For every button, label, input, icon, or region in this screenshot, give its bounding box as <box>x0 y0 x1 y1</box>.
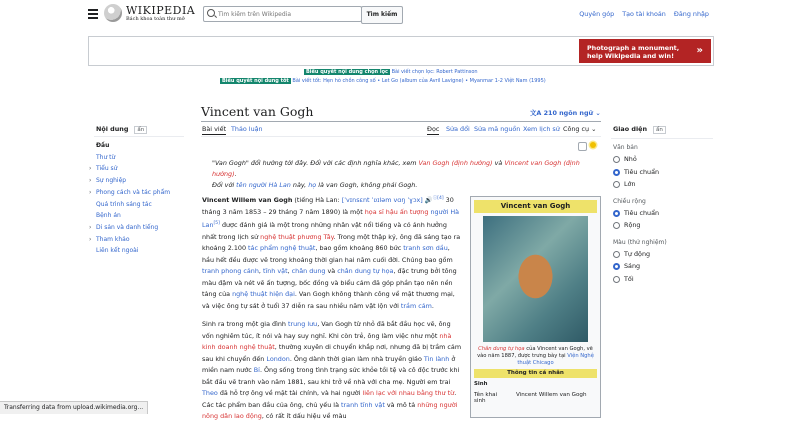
radio-selected-icon[interactable] <box>613 263 620 270</box>
radio-icon[interactable] <box>613 251 620 258</box>
toc-item-label: Thư từ <box>96 153 116 161</box>
infobox-section-header: Thông tin cá nhân <box>474 369 597 378</box>
user-menu <box>573 10 709 18</box>
hatnote-text: và <box>492 159 505 167</box>
link[interactable]: tranh tĩnh vật <box>341 400 385 409</box>
link[interactable]: tranh phong cảnh <box>202 267 259 276</box>
color-label: Màu (thử nghiệm) <box>613 238 667 246</box>
caption-link[interactable]: Viện Nghệ thuật Chicago <box>517 353 594 366</box>
radio-icon[interactable] <box>613 222 620 229</box>
search-box[interactable] <box>203 6 362 22</box>
toc-item-label: Đầu <box>96 142 110 149</box>
toc-item-label: Sự nghiệp <box>96 177 127 185</box>
chevron-right-icon[interactable]: › <box>89 177 92 185</box>
option-label: Tối <box>624 274 634 283</box>
hatnote-link[interactable]: Vincent van Gogh (định hướng) <box>212 159 580 178</box>
text: . Van Gogh không thành công về mặt thương mại, và việc ông tự sát ở tuổi 37 diễn ra sau nhiều năm vật lộn với <box>202 290 455 310</box>
option-label: Rộng <box>624 221 641 229</box>
chevron-right-icon[interactable]: › <box>89 235 92 243</box>
option-label: Tiêu chuẩn <box>624 208 660 217</box>
option-label: Tiêu chuẩn <box>624 167 660 176</box>
hatnote-link[interactable]: họ <box>308 181 317 189</box>
toc-hide-button[interactable]: ẩn <box>134 126 147 134</box>
link[interactable]: Theo <box>202 389 218 398</box>
tab-edit-source[interactable]: Sửa mã nguồn <box>474 125 521 133</box>
text-size-standard[interactable] <box>613 168 713 181</box>
toc-item[interactable] <box>96 152 170 164</box>
second-paragraph <box>202 319 463 423</box>
logo-tagline: Bách khoa toàn thư mở <box>126 16 185 22</box>
appearance-title: Giao diện <box>613 125 648 133</box>
text: (tiếng Hà Lan: <box>292 196 342 205</box>
search-input[interactable] <box>218 7 358 21</box>
radio-icon[interactable] <box>613 276 620 283</box>
text: . Trong một thập kỷ, ông đã sáng tạo ra khoảng 2.100 <box>202 232 461 253</box>
hatnote-text: "Van Gogh" đổi hướng tới đây. Đối với các định nghĩa khác, xem <box>212 159 419 167</box>
text: , Van Gogh từ nhỏ đã bắt đầu học vẽ, ông vốn nghiêm túc, ít nói và hay suy nghĩ. Khi còn trẻ, ông làm việc như một <box>202 320 451 340</box>
toggle-icon[interactable] <box>578 142 587 151</box>
hatnote-text: là van Gogh, không phải Gogh. <box>316 181 418 189</box>
toc-item-label: Tiểu sử <box>96 165 118 173</box>
text: Sinh ra trong một gia đình <box>202 320 288 329</box>
toc-title: Nội dung <box>96 125 129 133</box>
login-link[interactable]: Đăng nhập <box>673 10 709 18</box>
self-portrait-image[interactable] <box>483 216 588 342</box>
toc-item[interactable] <box>89 234 170 246</box>
appearance-heading <box>613 125 713 134</box>
lead-paragraph <box>202 193 463 312</box>
double-chevron-right-icon: » <box>696 45 703 56</box>
image-caption <box>474 346 597 367</box>
audio-icon[interactable]: 🔊 <box>422 196 433 205</box>
page-title: Vincent van Gogh <box>201 104 314 119</box>
table-of-contents <box>89 140 171 257</box>
option-label: Sáng <box>624 262 641 270</box>
search-button[interactable]: Tìm kiếm <box>361 6 403 24</box>
text: , hầu hết đều được vẽ trong khoảng thời gian hai năm cuối đời. Chúng bao gồm <box>202 244 453 264</box>
citation[interactable]: [5] <box>213 221 220 227</box>
tab-history[interactable]: Xem lịch sử <box>523 125 560 133</box>
tab-talk[interactable]: Thảo luận <box>231 125 263 133</box>
toc-item[interactable] <box>89 187 171 199</box>
option-label: Lớn <box>624 180 636 188</box>
link[interactable]: London <box>266 354 290 363</box>
link[interactable]: trung lưu <box>288 320 318 329</box>
appearance-panel <box>613 125 713 287</box>
text: và mô tả <box>384 400 418 409</box>
good-articles-links[interactable]: Hẹn hò chồn công số • Let Go (album của Avril Lavigne) • Myanmar 1-2 Việt Nam (1995) <box>323 77 546 84</box>
tab-read[interactable]: Đọc <box>427 125 440 133</box>
infobox-key: Tên khai sinh <box>474 392 498 404</box>
option-label: Nhỏ <box>624 155 637 163</box>
toc-item[interactable] <box>89 222 170 234</box>
text: . Ông sống trong tình trạng sức khỏe tồi tệ và cô độc trước khi bắt đầu vẽ tranh vào năm 1881, sau khi trở về nhà với cha mẹ. Người em trai <box>202 366 460 386</box>
link[interactable]: tĩnh vật <box>262 267 288 276</box>
hatnote-text: Đối với <box>212 181 237 189</box>
browser-status-bar: Transferring data from upload.wikimedia.org... <box>0 401 148 414</box>
subject-name: Vincent Willem van Gogh <box>202 196 293 205</box>
radio-icon[interactable] <box>613 156 620 163</box>
text: , có rất ít dấu hiệu về màu <box>261 412 347 421</box>
toc-item-label: Quá trình sáng tác <box>96 200 152 208</box>
featured-label[interactable]: Bài viết chọn lọc: <box>391 69 435 75</box>
radio-selected-icon[interactable] <box>613 169 620 176</box>
text: và <box>325 267 338 276</box>
site-header <box>0 0 800 28</box>
chevron-right-icon[interactable]: › <box>89 223 92 231</box>
toc-item[interactable] <box>89 175 170 187</box>
donate-link[interactable]: Quyên góp <box>579 10 615 18</box>
radio-icon[interactable] <box>613 181 620 188</box>
banner-cta-line1: Photograph a monument, <box>587 44 680 52</box>
wikipedia-globe-icon[interactable] <box>104 4 122 22</box>
ipa-link[interactable]: [ˈvɪnsɛnt ˈʋɪləm vɑŋ ˈɣɔx] <box>341 196 423 205</box>
text: . <box>431 301 434 310</box>
logo-wordmark[interactable]: WIKIPEDIA <box>126 4 196 17</box>
text: , <box>287 267 292 276</box>
option-label: Tự động <box>624 249 651 258</box>
title-divider <box>201 121 601 122</box>
link[interactable]: liên lạc với nhau bằng thư từ <box>362 389 455 398</box>
tools-label: Công cụ <box>563 125 590 133</box>
featured-article-link[interactable]: Robert Pattinson <box>436 69 478 75</box>
featured-vote-badge[interactable]: Biểu quyết nội dung chọn lọc <box>306 69 388 75</box>
toc-item-label: Bệnh án <box>96 212 121 220</box>
link[interactable]: tác phẩm nghệ thuật <box>248 244 316 253</box>
article-body <box>202 193 463 430</box>
sun-icon[interactable] <box>590 142 596 148</box>
link[interactable]: người Hà Lan <box>202 207 460 230</box>
width-standard[interactable] <box>613 209 713 222</box>
text: 30 tháng 3 năm 1853 – 29 tháng 7 năm 1890) là một <box>202 196 454 216</box>
toc-item-label: Tham khảo <box>96 235 130 243</box>
text: . Ông dành thời gian làm nhà truyền giáo <box>289 354 424 363</box>
text: đã hỗ trợ ông về mặt tài chính, và hai người <box>217 389 363 398</box>
text: , thường xuyên di chuyển khắp nơi, nhưng đã bị trầm cảm sau khi chuyển đến <box>202 343 462 363</box>
appearance-divider <box>611 138 713 139</box>
hatnote-text: . <box>234 170 237 178</box>
caption-link[interactable]: Chân dung tự họa <box>478 346 525 352</box>
radio-selected-icon[interactable] <box>613 210 620 217</box>
toc-divider <box>94 136 184 137</box>
text: , <box>258 267 263 276</box>
text-size-large[interactable] <box>613 180 713 193</box>
text-size-small[interactable] <box>613 155 713 168</box>
create-account-link[interactable]: Tạo tài khoản <box>622 10 666 18</box>
appearance-hide-button[interactable]: ẩn <box>653 126 666 134</box>
toc-heading <box>96 125 147 134</box>
link[interactable]: Bỉ <box>253 366 260 375</box>
caption-text: của Vincent van Gogh, vẽ vào năm 1887, được trưng bày tại <box>477 346 593 359</box>
link[interactable]: chân dung <box>291 267 326 276</box>
hatnote-link[interactable]: tên người Hà Lan <box>236 181 291 189</box>
infobox <box>470 196 601 418</box>
text: , bao gồm khoảng 860 bức <box>315 244 404 253</box>
link[interactable]: chân dung tự họa <box>337 267 394 276</box>
infobox-value: Vincent Willem van Gogh <box>516 392 587 398</box>
hatnote <box>212 158 602 191</box>
text: được đánh giá là một trong những nhân vật nổi tiếng và có ảnh hưởng nhất trong lịch sử <box>202 221 447 241</box>
campaign-banner <box>88 36 714 66</box>
infobox-subheading: Sinh <box>474 381 488 387</box>
chevron-right-icon[interactable]: › <box>89 188 92 196</box>
info-icon[interactable]: ⓘ <box>432 196 438 201</box>
toc-item[interactable] <box>96 210 170 222</box>
width-label: Chiều rộng <box>613 197 646 205</box>
width-wide[interactable] <box>613 221 713 234</box>
text: , đặc trưng bởi tông màu đậm và nét vẽ ấn tượng, bốc đồng và biểu cảm đã góp phần tạo nên nền tảng của <box>202 267 457 299</box>
language-button[interactable]: 文A 210 ngôn ngữ ⌄ <box>530 109 601 117</box>
text: . Các tác phẩm ban đầu của ông, chủ yếu là <box>202 389 457 409</box>
infobox-row <box>474 392 597 404</box>
translate-icon: 文A <box>530 109 544 117</box>
banner-cta-line2: help Wikipedia and win! <box>587 52 674 60</box>
toc-item[interactable] <box>89 163 170 175</box>
tab-tools[interactable] <box>563 125 596 133</box>
link[interactable]: nghệ thuật hiện đại <box>232 290 295 299</box>
hatnote-text: này, <box>290 181 309 189</box>
toc-item[interactable] <box>96 199 170 211</box>
language-count: 210 ngôn ngữ <box>543 109 594 117</box>
color-dark[interactable] <box>613 275 713 288</box>
color-light[interactable] <box>613 262 713 275</box>
search-icon <box>207 9 215 17</box>
tab-article[interactable]: Bài viết <box>202 125 227 133</box>
main-menu-icon[interactable] <box>88 9 98 21</box>
citation[interactable]: [4] <box>437 196 444 201</box>
tabs-divider <box>201 136 601 137</box>
text-size-label: Văn bản <box>613 144 638 151</box>
link[interactable]: Tin lành <box>423 354 450 363</box>
link[interactable]: nghệ thuật phương Tây <box>260 232 334 241</box>
good-vote-badge[interactable]: Biểu quyết nội dung tốt <box>222 77 289 84</box>
tab-edit[interactable]: Sửa đổi <box>446 125 470 133</box>
link[interactable]: họa sĩ hậu ấn tượng <box>364 207 429 216</box>
link[interactable]: những người nông dân lao động <box>202 400 458 421</box>
link[interactable]: trầm cảm <box>400 301 432 310</box>
text: ở miền nam nước <box>202 354 456 375</box>
banner-cta-button[interactable] <box>579 39 711 63</box>
link[interactable]: nhà kinh doanh nghệ thuật <box>202 331 452 352</box>
toc-item[interactable] <box>96 245 170 257</box>
good-label[interactable]: Bài viết tốt: <box>292 77 322 84</box>
infobox-title: Vincent van Gogh <box>474 200 597 213</box>
chevron-down-icon: ⌄ <box>591 125 597 133</box>
toc-item-label: Di sản và danh tiếng <box>96 223 159 231</box>
toc-item-label: Liên kết ngoài <box>96 247 139 255</box>
chevron-right-icon[interactable]: › <box>89 165 92 173</box>
link[interactable]: tranh sơn dầu <box>403 244 448 253</box>
toc-item-label: Phong cách và tác phẩm <box>96 188 171 196</box>
featured-articles-notice <box>220 68 546 85</box>
color-auto[interactable] <box>613 250 713 263</box>
hatnote-link[interactable]: Van Gogh (định hướng) <box>418 159 493 167</box>
toc-item[interactable] <box>96 140 170 152</box>
